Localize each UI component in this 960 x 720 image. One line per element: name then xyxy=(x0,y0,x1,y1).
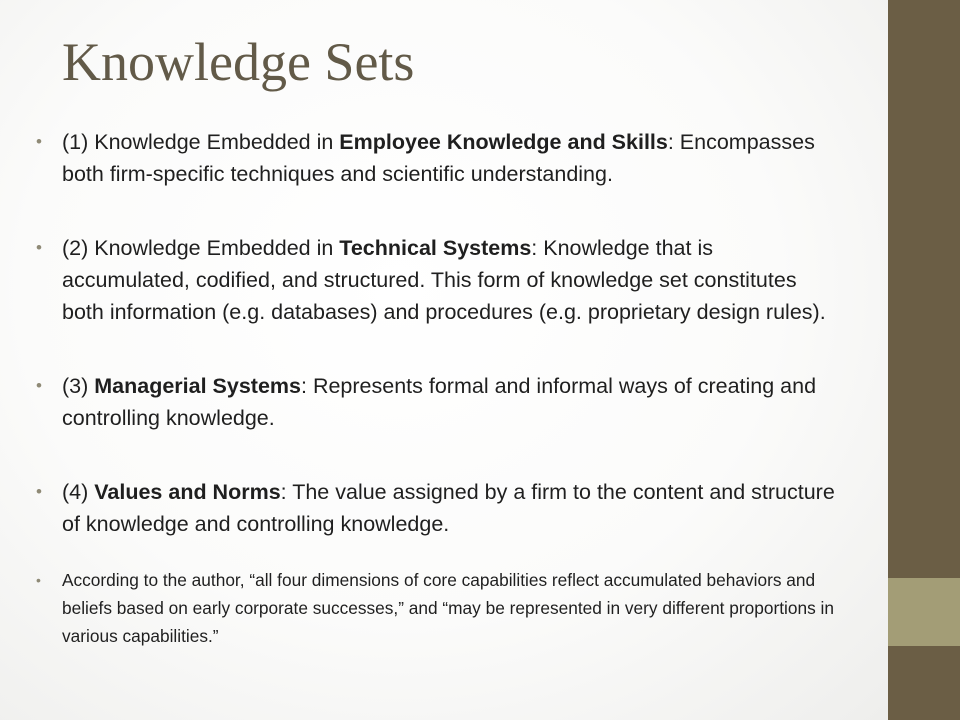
slide-title: Knowledge Sets xyxy=(62,32,415,92)
bullet-marker-icon: • xyxy=(36,376,42,395)
bullet-text-suffix: : The value assigned by a firm to the content and structure of knowledge and controlling knowledge. xyxy=(62,480,835,536)
bullet-item-employee-knowledge xyxy=(36,126,844,190)
bullet-text-bold: Technical Systems xyxy=(339,236,532,260)
bullet-marker-icon: • xyxy=(36,238,42,257)
bullet-text-bold: Values and Norms xyxy=(94,480,281,504)
bullet-item-values-norms xyxy=(36,476,844,540)
bullet-text-prefix: (2) Knowledge Embedded in xyxy=(62,236,340,260)
bullet-text-suffix: : Represents formal and informal ways of creating and controlling knowledge. xyxy=(62,374,817,430)
bullet-item-technical-systems xyxy=(36,232,844,328)
bullet-text-suffix: : Knowledge that is accumulated, codified, and structured. This form of knowledge set constitutes both information (e.g. databases) and procedures (e.g. proprietary design rules). xyxy=(62,236,826,324)
bullet-text: According to the author, “all four dimensions of core capabilities reflect accumulated behaviors and beliefs based on early corporate successes,” and “may be represented in very different proportions in various capabilities.” xyxy=(62,570,834,646)
bullet-text-bold: Managerial Systems xyxy=(94,374,301,398)
bullet-item-author-quote xyxy=(36,566,844,650)
bullet-text-suffix: : Encompasses both firm-specific techniques and scientific understanding. xyxy=(62,130,815,186)
accent-bar-bottom xyxy=(888,646,960,720)
bullet-text-bold: Employee Knowledge and Skills xyxy=(339,130,668,154)
bullet-list xyxy=(36,126,844,650)
accent-bar-top xyxy=(888,0,960,578)
bullet-item-managerial-systems xyxy=(36,370,844,434)
accent-bar-middle xyxy=(888,578,960,646)
bullet-text-prefix: (3) xyxy=(62,374,95,398)
bullet-marker-icon: • xyxy=(36,132,42,151)
bullet-text-prefix: (1) Knowledge Embedded in xyxy=(62,130,340,154)
bullet-text-prefix: (4) xyxy=(62,480,95,504)
bullet-marker-icon: • xyxy=(36,482,42,501)
bullet-marker-icon: • xyxy=(36,572,41,588)
